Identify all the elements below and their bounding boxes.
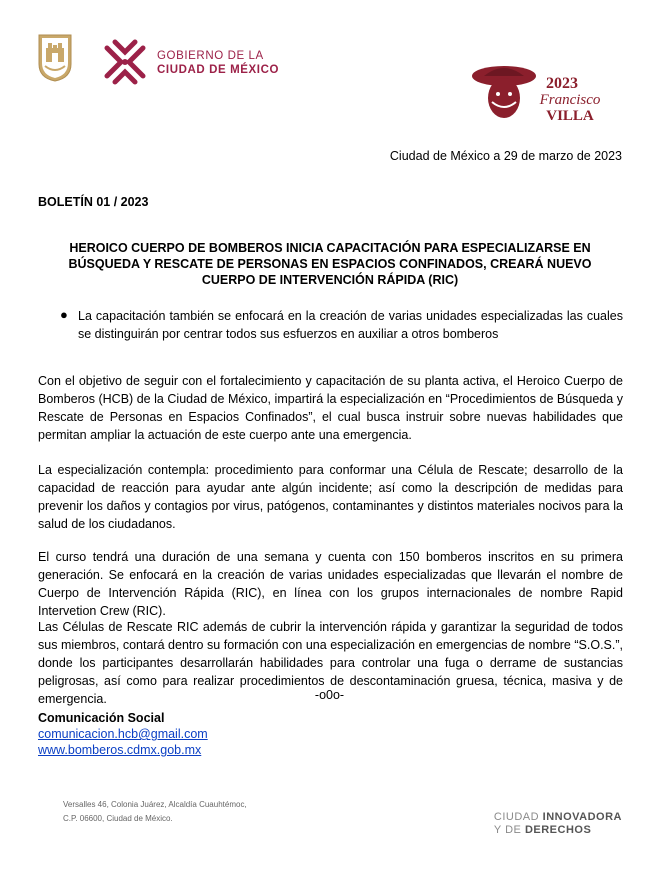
francisco-villa-2023-logo xyxy=(470,62,620,132)
villa-name-1: Francisco xyxy=(539,92,601,108)
bulletin-number: BOLETÍN 01 / 2023 xyxy=(38,195,149,209)
footer-tagline xyxy=(494,811,622,837)
cdmx-shield-logo xyxy=(38,34,72,82)
villa-year: 2023 xyxy=(546,75,578,92)
villa-name-2: VILLA xyxy=(546,108,594,124)
bullet-text: La capacitación también se enfocará en la creación de varias unidades especializadas las cuales se distinguirán por centrar todos sus esfuerzos en auxiliar a otros bomberos xyxy=(78,309,623,341)
tagline-line-2: Y DE DERECHOS xyxy=(493,824,592,836)
paragraph-1: Con el objetivo de seguir con el fortalecimiento y capacitación de su planta activa, el Heroico Cuerpo de Bomberos (HCB) de la Ciudad de México, impartirá la especialización en “Procedimientos de Búsqueda y Rescate de Personas en Espacios Confinados”, el cual busca instruir sobre nuevas habilidades que permitan ampliar la actuación de este cuerpo ante una emergencia. xyxy=(38,374,623,442)
government-name xyxy=(157,49,279,77)
closing-mark: -o0o- xyxy=(314,688,345,702)
gov-line-1: GOBIERNO DE LA xyxy=(157,50,264,62)
paragraph-3: El curso tendrá una duración de una semana y cuenta con 150 bomberos inscritos en su primera generación. Se enfocará en la creación de varias unidades especializadas que llevarán el nombre de Cuerpo de Intervención Rápida (RIC), en línea con los grupos internacionales de nombre Rapid Intervetion Crew (RIC). xyxy=(38,550,623,618)
contact-title: Comunicación Social xyxy=(38,711,165,725)
address-line-1: Versalles 46, Colonia Juárez, Alcaldía Cuauhtémoc, xyxy=(63,800,247,809)
paragraph-4: Las Células de Rescate RIC además de cubrir la intervención rápida y garantizar la seguridad de todos sus miembros, contará dentro su formación con una especialización en emergencias de nombre “S.O.S.”, donde los participantes desarrollarán habilidades para controlar una fuga o derrame de sustancias peligrosas, así como para realizar procedimientos de descontaminación gruesa, técnica, masiva y de emergencia. xyxy=(38,620,623,706)
document-date: Ciudad de México a 29 de marzo de 2023 xyxy=(389,149,622,163)
bullet-dot-icon: ● xyxy=(60,307,68,322)
footer-address xyxy=(63,798,247,826)
website-link[interactable]: www.bomberos.cdmx.gob.mx xyxy=(38,743,202,757)
gov-line-2: CIUDAD DE MÉXICO xyxy=(157,64,280,76)
headline: HEROICO CUERPO DE BOMBEROS INICIA CAPACITACIÓN PARA ESPECIALIZARSE EN BÚSQUEDA Y RESCATE DE PERSONAS EN ESPACIOS CONFINADOS, CREARÁ NUEVO CUERPO DE INTERVENCIÓN RÁPIDA (RIC) xyxy=(68,241,592,287)
tagline-line-1: CIUDAD INNOVADORA xyxy=(493,811,622,823)
contact-email-link[interactable]: comunicacion.hcb@gmail.com xyxy=(38,727,208,741)
address-line-2: C.P. 06600, Ciudad de México. xyxy=(63,814,173,823)
paragraph-2: La especialización contempla: procedimiento para conformar una Célula de Rescate; desarrollo de la capacidad de reacción para ayudar ante algún incidente; así como la descripción de medidas para prevenir los daños y contagios por virus, patógenos, contaminantes y distintos materiales nocivos para la salud de los ciudadanos. xyxy=(38,463,623,531)
summary-bullet xyxy=(60,307,623,343)
contact-block xyxy=(38,710,208,758)
cdmx-emblem-logo xyxy=(101,38,149,86)
